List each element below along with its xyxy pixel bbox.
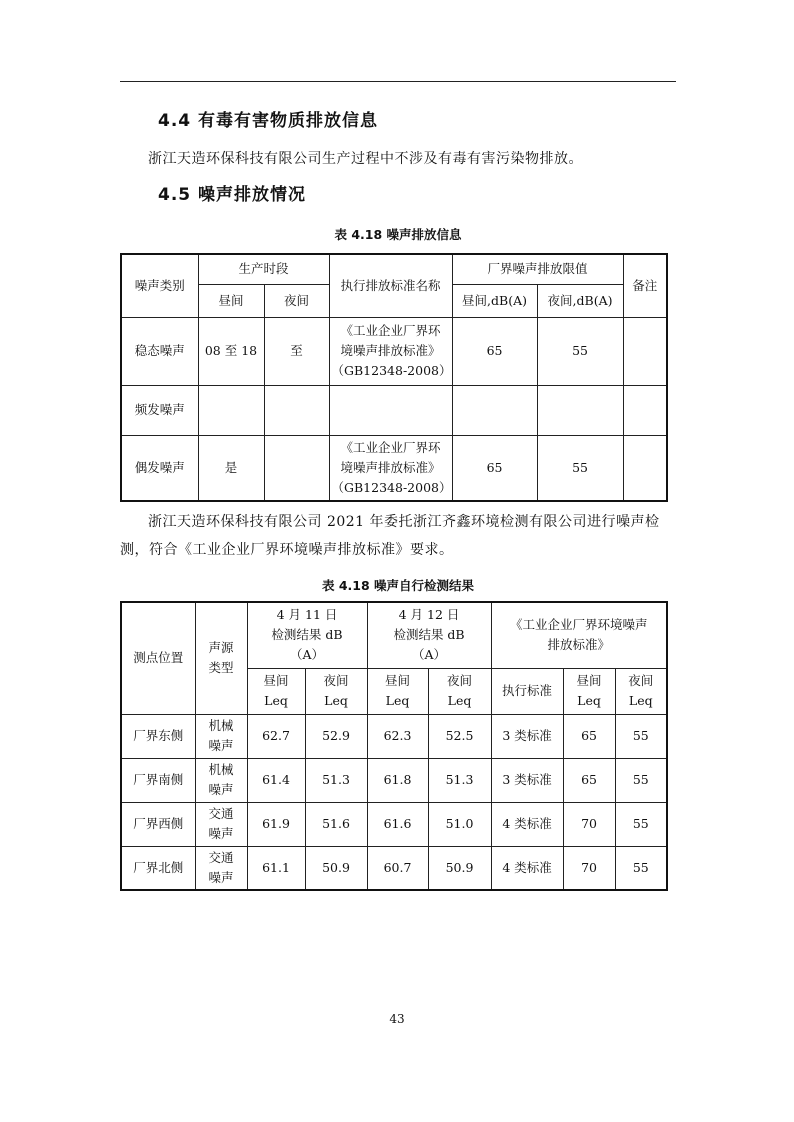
cell-location: 厂界东侧 (121, 714, 195, 758)
standard-line-2: 境噪声排放标准》 (340, 459, 441, 475)
table-row (121, 317, 667, 385)
th-period: 生产时段 (198, 254, 329, 284)
src-line-1: 交通 (208, 806, 234, 821)
cell-std-day: 65 (563, 714, 615, 758)
cell-source (195, 846, 247, 890)
detection-paragraph: 浙江天造环保科技有限公司 2021 年委托浙江齐鑫环境检测有限公司进行噪声检测，符合《工业企业厂界环境噪声排放标准》要求。 (120, 514, 660, 558)
cell-d1-day: 61.1 (247, 846, 305, 890)
cell-std-night: 55 (615, 846, 667, 890)
cell-remark (623, 317, 667, 385)
cell-exec: 4 类标准 (491, 846, 563, 890)
cell-limit-day: 65 (452, 317, 537, 385)
table-row (121, 802, 667, 846)
cell-d2-night: 51.3 (428, 758, 491, 802)
cell-std-night: 55 (615, 758, 667, 802)
th-limit-day: 昼间,dB(A) (452, 284, 537, 317)
cell-std-day: 70 (563, 846, 615, 890)
date1-line-2: 检测结果 dB (271, 627, 343, 643)
table2-caption: 表 4.18 噪声自行检测结果 (321, 578, 475, 593)
table-row (121, 846, 667, 890)
table-row (121, 758, 667, 802)
cell-exec: 3 类标准 (491, 758, 563, 802)
cell-type: 稳态噪声 (121, 317, 198, 385)
date2-line-2: 检测结果 dB (393, 627, 465, 643)
th-d2-day (367, 668, 428, 714)
src-line-1: 机械 (208, 718, 234, 733)
source-line-1: 声源 (208, 640, 234, 656)
cell-d2-day: 61.8 (367, 758, 428, 802)
src-line-1: 交通 (208, 849, 234, 865)
label-leq: Leq (264, 693, 288, 708)
th-source (195, 602, 247, 714)
date1-line-3: （A） (289, 647, 325, 663)
page-number: 43 (389, 1012, 405, 1026)
th-remark: 备注 (623, 254, 667, 317)
cell-standard (329, 385, 452, 435)
table-row (121, 435, 667, 501)
cell-d1-night: 51.3 (305, 758, 367, 802)
cell-d2-night: 51.0 (428, 802, 491, 846)
th-std-day (563, 668, 615, 714)
cell-limit-day (452, 385, 537, 435)
th-standard: 执行排放标准名称 (329, 254, 452, 317)
cell-d1-night: 52.9 (305, 714, 367, 758)
src-line-2: 噪声 (208, 782, 234, 797)
date2-line-3: （A） (412, 647, 447, 663)
cell-d1-day: 61.4 (247, 758, 305, 802)
label-leq: Leq (385, 693, 410, 708)
cell-night: 至 (264, 317, 329, 385)
label-leq: Leq (577, 693, 601, 708)
cell-d2-night: 52.5 (428, 714, 491, 758)
th-d1-day (247, 668, 305, 714)
cell-limit-night: 55 (537, 317, 623, 385)
src-line-2: 噪声 (208, 869, 234, 885)
cell-d1-day: 61.9 (247, 802, 305, 846)
standard-line-2: 境噪声排放标准》 (340, 343, 441, 358)
standard-line-3: （GB12348-2008） (331, 363, 452, 378)
th-std-night (615, 668, 667, 714)
cell-std-day: 65 (563, 758, 615, 802)
table1-caption: 表 4.18 噪声排放信息 (334, 227, 462, 242)
standard-line-1: 《工业企业厂界环 (340, 439, 441, 455)
standard-line-2: 排放标准》 (547, 637, 611, 653)
section-4-5-title: 4.5 噪声排放情况 (158, 185, 307, 205)
cell-day: 08 至 18 (198, 317, 264, 385)
date2-line-1: 4 月 12 日 (398, 607, 460, 623)
cell-type: 频发噪声 (121, 385, 198, 435)
label-night: 夜间 (447, 673, 473, 688)
date1-line-1: 4 月 11 日 (276, 607, 338, 623)
cell-std-night: 55 (615, 802, 667, 846)
label-night: 夜间 (323, 673, 349, 688)
cell-limit-day: 65 (452, 435, 537, 501)
cell-type: 偶发噪声 (121, 435, 198, 501)
cell-remark (623, 435, 667, 501)
th-d1-night (305, 668, 367, 714)
th-location: 测点位置 (121, 602, 195, 714)
cell-exec: 3 类标准 (491, 714, 563, 758)
cell-limit-night: 55 (537, 435, 623, 501)
label-leq: Leq (628, 693, 653, 708)
cell-source (195, 802, 247, 846)
cell-location: 厂界南侧 (121, 758, 195, 802)
table-row (121, 714, 667, 758)
cell-location: 厂界北侧 (121, 846, 195, 890)
cell-source (195, 714, 247, 758)
src-line-1: 机械 (208, 762, 234, 777)
label-leq: Leq (324, 693, 348, 708)
cell-d1-night: 51.6 (305, 802, 367, 846)
cell-standard (329, 317, 452, 385)
cell-d2-day: 60.7 (367, 846, 428, 890)
th-night: 夜间 (264, 284, 329, 317)
src-line-2: 噪声 (208, 738, 234, 753)
th-date-1 (247, 602, 367, 668)
cell-exec: 4 类标准 (491, 802, 563, 846)
cell-day: 是 (198, 435, 264, 501)
cell-remark (623, 385, 667, 435)
th-standard (491, 602, 667, 668)
cell-d2-day: 61.6 (367, 802, 428, 846)
th-exec: 执行标准 (491, 668, 563, 714)
header-rule (120, 81, 676, 82)
label-day: 昼间 (576, 673, 602, 688)
cell-std-day: 70 (563, 802, 615, 846)
cell-d1-day: 62.7 (247, 714, 305, 758)
cell-day (198, 385, 264, 435)
cell-source (195, 758, 247, 802)
cell-limit-night (537, 385, 623, 435)
cell-d2-day: 62.3 (367, 714, 428, 758)
noise-emission-table (120, 253, 668, 502)
label-night: 夜间 (628, 673, 654, 688)
cell-d2-night: 50.9 (428, 846, 491, 890)
cell-night (264, 385, 329, 435)
cell-d1-night: 50.9 (305, 846, 367, 890)
label-day: 昼间 (385, 673, 411, 688)
th-limit-night: 夜间,dB(A) (537, 284, 623, 317)
cell-night (264, 435, 329, 501)
section-4-4-title: 4.4 有毒有害物质排放信息 (158, 111, 379, 131)
label-day: 昼间 (263, 673, 289, 688)
table-row (121, 385, 667, 435)
cell-std-night: 55 (615, 714, 667, 758)
standard-line-1: 《工业企业厂界环境噪声 (510, 617, 648, 633)
th-d2-night (428, 668, 491, 714)
section-4-4-body: 浙江天造环保科技有限公司生产过程中不涉及有毒有害污染物排放。 (148, 151, 583, 167)
source-line-2: 类型 (208, 660, 234, 676)
cell-standard (329, 435, 452, 501)
th-limit: 厂界噪声排放限值 (452, 254, 623, 284)
noise-test-results-table (120, 601, 668, 891)
standard-line-1: 《工业企业厂界环 (340, 323, 441, 338)
th-day: 昼间 (198, 284, 264, 317)
src-line-2: 噪声 (208, 826, 234, 841)
th-noise-type: 噪声类别 (121, 254, 198, 317)
standard-line-3: （GB12348-2008） (331, 479, 452, 495)
label-leq: Leq (447, 693, 472, 708)
cell-location: 厂界西侧 (121, 802, 195, 846)
th-date-2 (367, 602, 491, 668)
